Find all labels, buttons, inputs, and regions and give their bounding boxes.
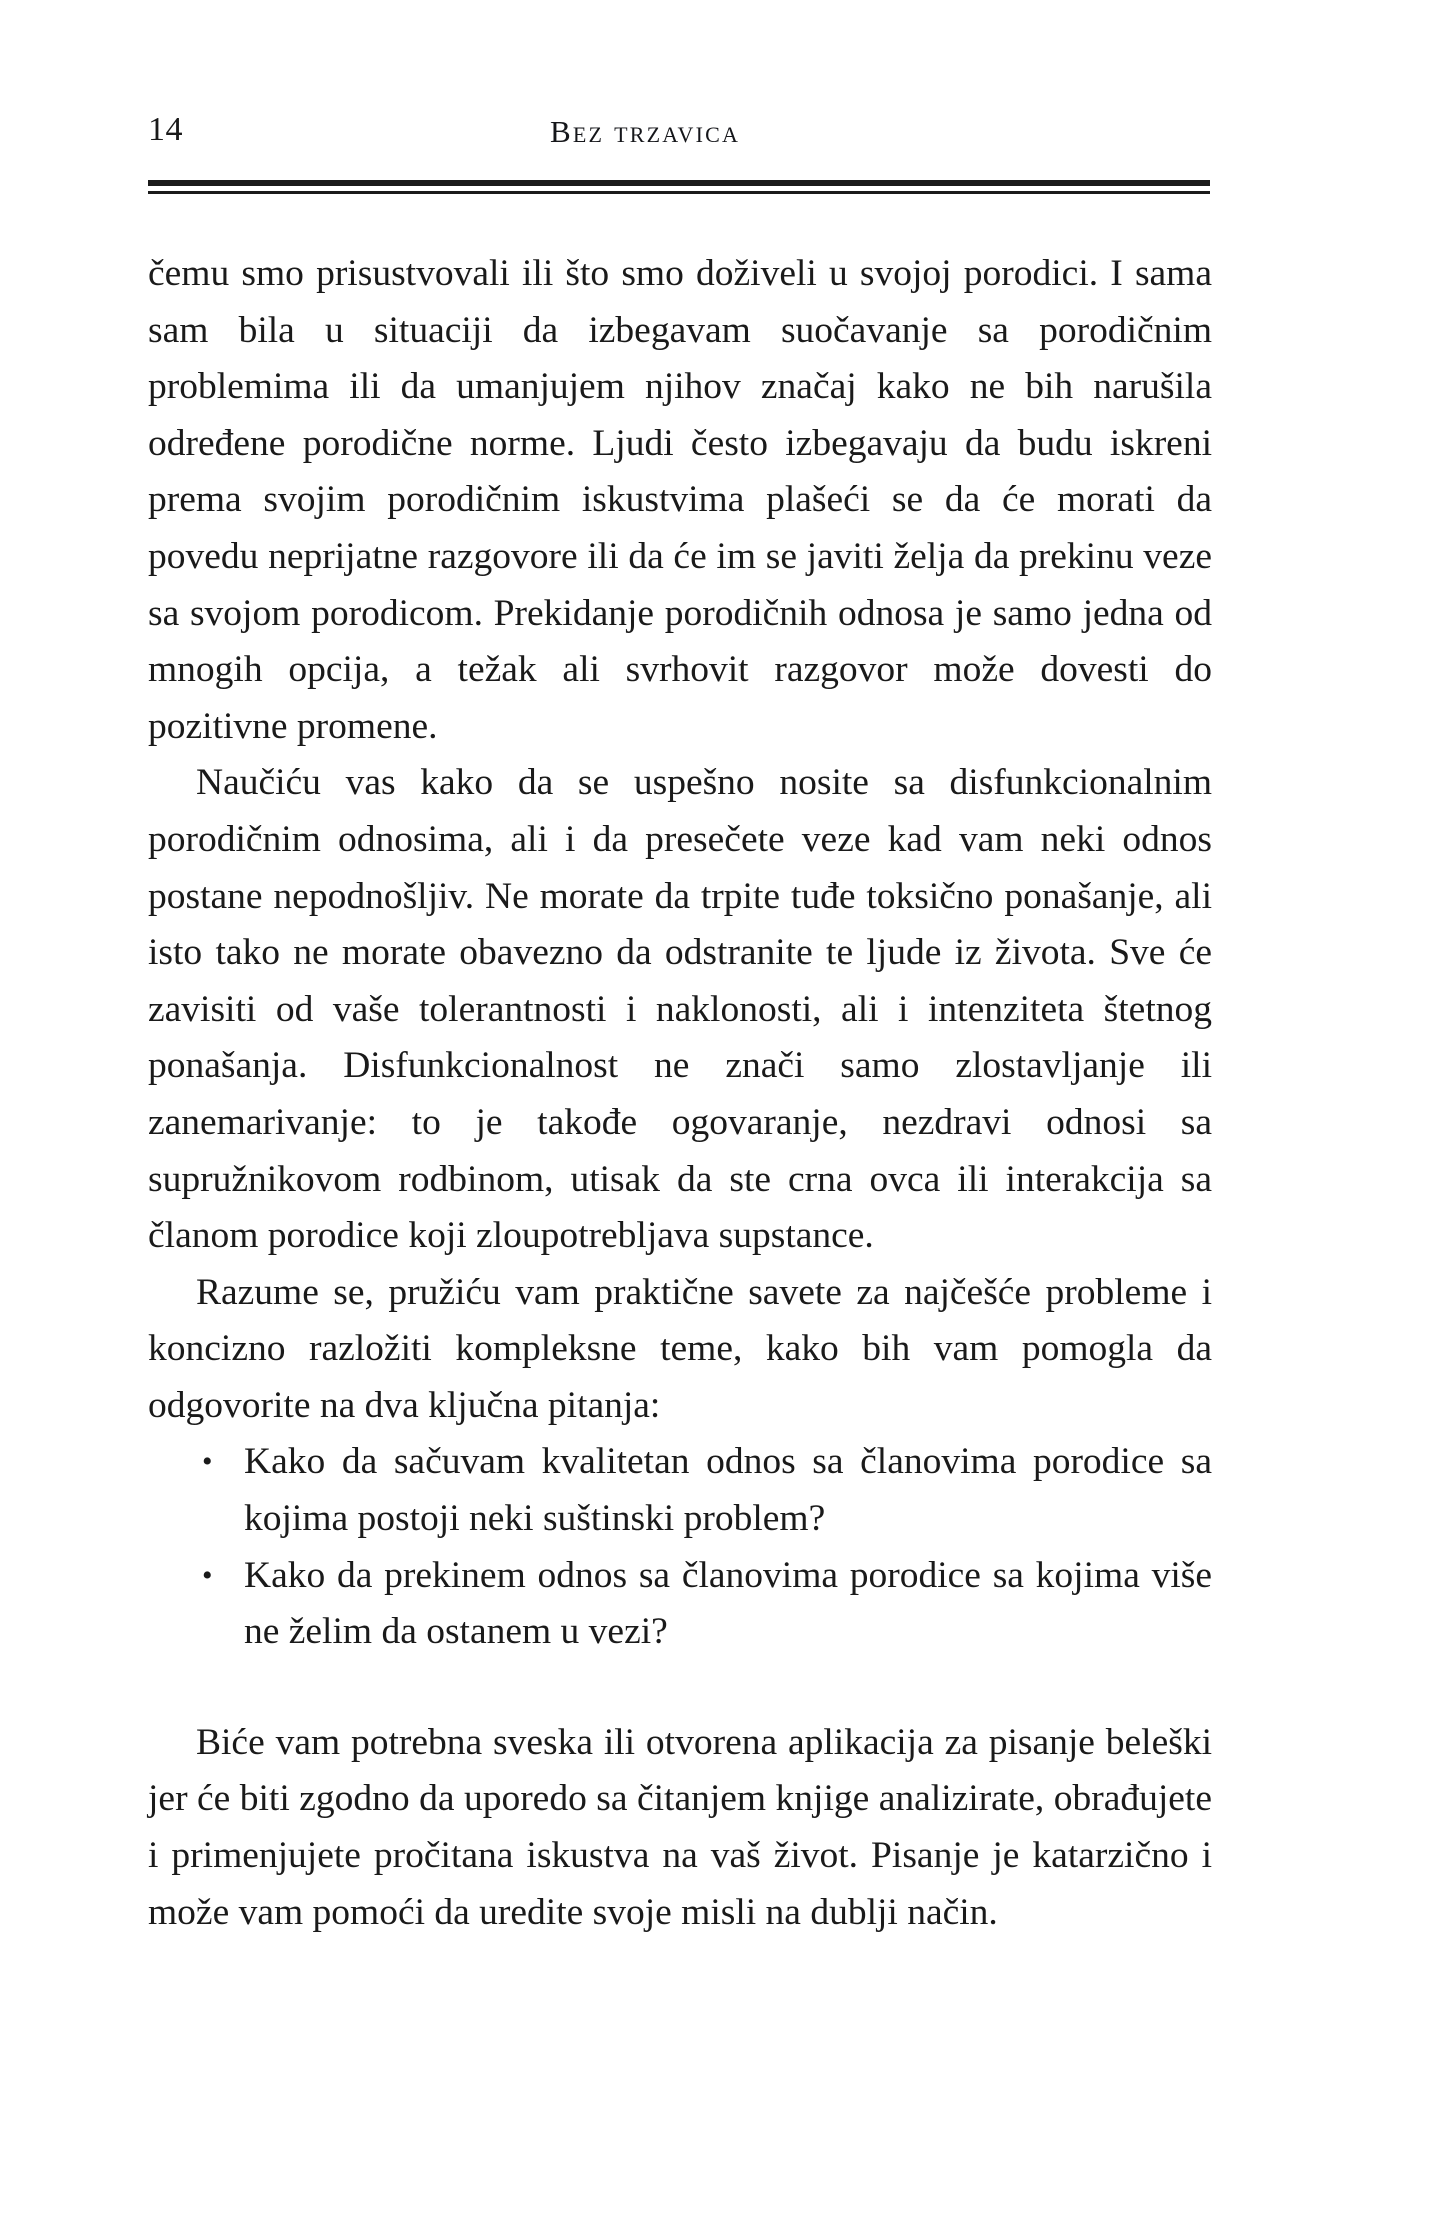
- list-item-text: Kako da sačuvam kvalitetan odnos sa članovima porodice sa kojima postoji neki suštinski problem?: [244, 1441, 1212, 1540]
- page-header: [148, 108, 1210, 164]
- header-divider: [148, 180, 1210, 194]
- list-spacer: [148, 1661, 1212, 1715]
- bullet-icon: •: [202, 1558, 213, 1592]
- page-number: 14: [148, 111, 183, 148]
- list-item: [148, 1434, 1212, 1547]
- paragraph: Razume se, pružiću vam praktične savete za najčešće probleme i koncizno razložiti kompleksne teme, kako bih vam pomogla da odgovorite na dva ključna pitanja:: [148, 1271, 1212, 1426]
- paragraph: Biće vam potrebna sveska ili otvorena aplikacija za pisanje beleški jer će biti zgodno da uporedo sa čitanjem knjige analizirate, obrađujete i primenjujete pročitana iskustva na vaš život. Pisanje je katarzično i može vam pomoći da uredite svoje misli na dublji način.: [148, 1721, 1212, 1933]
- list-item-text: Kako da prekinem odnos sa članovima porodice sa kojima više ne želim da ostanem u vezi?: [244, 1554, 1212, 1653]
- list-item: [148, 1548, 1212, 1661]
- paragraph: čemu smo prisustvovali ili što smo doživeli u svojoj porodici. I sama sam bila u situaciji da izbegavam suočavanje sa porodičnim problemima ili da umanjujem njihov značaj kako ne bih narušila određene porodične norme. Ljudi često izbegavaju da budu iskreni prema svojim porodičnim iskustvima plašeći se da će morati da povedu neprijatne razgovore ili da će im se javiti želja da prekinu veze sa svojom porodicom. Prekidanje porodičnih odnosa je samo jedna od mnogih opcija, a težak ali svrhovit razgovor može dovesti do pozitivne promene.: [148, 253, 1212, 747]
- paragraph: Naučiću vas kako da se uspešno nosite sa disfunkcionalnim porodičnim odnosima, ali i da presečete veze kad vam neki odnos postane nepodnošljiv. Ne morate da trpite tuđe toksično ponašanje, ali isto tako ne morate obavezno da odstranite te ljude iz života. Sve će zavisiti od vaše tolerantnosti i naklonosti, ali i intenziteta štetnog ponašanja. Disfunkcionalnost ne znači samo zlostavljanje ili zanemarivanje: to je takođe ogovaranje, nezdravi odnosi sa supružnikovom rodbinom, utisak da ste crna ovca ili interakcija sa članom porodice koji zloupotrebljava supstance.: [148, 762, 1212, 1257]
- bullet-icon: •: [202, 1445, 213, 1479]
- question-list: [148, 1434, 1212, 1660]
- running-head-title: Bez trzavica: [550, 114, 741, 149]
- divider-thin-line: [148, 191, 1210, 194]
- body-text-block: [148, 246, 1212, 1941]
